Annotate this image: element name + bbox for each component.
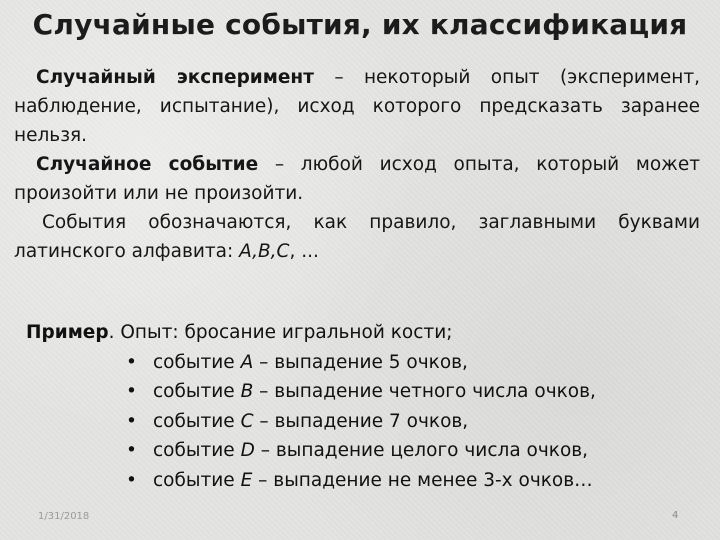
notation-paragraph	[14, 208, 700, 266]
example-heading	[26, 318, 596, 348]
notation-tail: , ...	[289, 241, 319, 262]
event-list	[26, 348, 596, 496]
example-intro: . Опыт: бросание игральной кости;	[108, 322, 453, 343]
notation-text: События обозначаются, как правило, заглавными буквами латинского алфавита:	[14, 212, 700, 262]
definition-text: – некоторый опыт (эксперимент, наблюдение, испытание), исход которого предсказать заранее нельзя.	[14, 67, 700, 146]
definition-text: – любой исход опыта, который может произойти или не произойти.	[14, 154, 700, 204]
page-number: 4	[672, 510, 679, 521]
slide-title: Случайные события, их классификация	[32, 8, 688, 41]
list-item: • событие B – выпадение четного числа очков,	[126, 377, 596, 407]
list-item: • событие A – выпадение 5 очков,	[126, 348, 596, 378]
list-item: • событие E – выпадение не менее 3-х очков…	[126, 466, 596, 496]
event-letter: B	[240, 381, 254, 402]
example-label: Пример	[26, 322, 109, 343]
event-letter: C	[240, 410, 254, 432]
definition-random-experiment	[14, 63, 700, 150]
list-item: • событие D – выпадение целого числа очков,	[126, 436, 596, 466]
definition-random-event	[14, 150, 700, 208]
term-random-experiment: Случайный эксперимент	[36, 67, 314, 88]
notation-letters: A,B,C	[239, 241, 290, 262]
term-random-event: Случайное событие	[36, 154, 259, 175]
example-block	[26, 318, 596, 495]
event-letter: D	[240, 440, 255, 461]
event-letter: A	[240, 351, 254, 373]
footer-date: 1/31/2018	[38, 511, 90, 522]
event-letter: E	[240, 469, 253, 491]
list-item: • событие C – выпадение 7 очков,	[126, 407, 596, 437]
